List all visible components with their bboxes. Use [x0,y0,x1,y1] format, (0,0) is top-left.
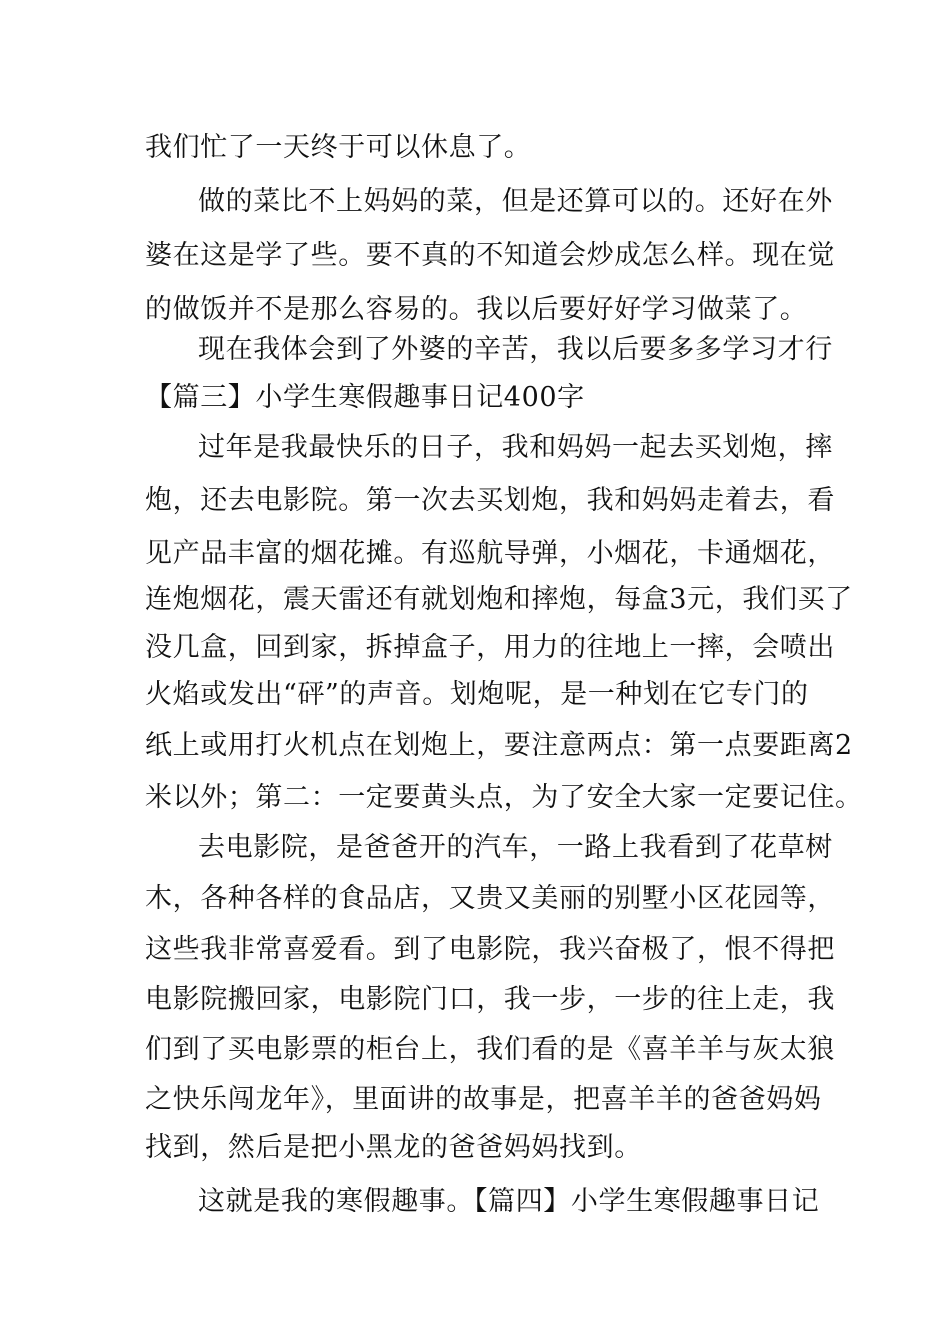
paragraph-start-line: 过年是我最快乐的日子，我和妈妈一起去买划炮，摔 [198,432,833,463]
text-line: 电影院搬回家，电影院门口，我一步，一步的往上走，我 [145,984,835,1015]
paragraph-start-line: 现在我体会到了外婆的辛苦，我以后要多多学习才行 [198,334,833,365]
text-line: 火焰或发出“砰”的声音。划炮呢，是一种划在它专门的 [145,679,809,710]
text-line: 们到了买电影票的柜台上，我们看的是《喜羊羊与灰太狼 [145,1034,835,1065]
text-line: 婆在这是学了些。要不真的不知道会炒成怎么样。现在觉 [145,240,835,271]
text-line: 见产品丰富的烟花摊。有巡航导弹，小烟花，卡通烟花， [145,538,835,569]
text-line: 纸上或用打火机点在划炮上，要注意两点：第一点要距离2 [145,730,853,761]
paragraph-start-line: 做的菜比不上妈妈的菜，但是还算可以的。还好在外 [198,186,833,217]
text-line: 我们忙了一天终于可以休息了。 [145,132,532,163]
text-line: 没几盒，回到家，拆掉盒子，用力的往地上一摔，会喷出 [145,632,835,663]
text-line: 米以外；第二：一定要黄头点，为了安全大家一定要记住。 [145,782,863,813]
text-line: 找到，然后是把小黑龙的爸爸妈妈找到。 [145,1132,642,1163]
text-line: 木，各种各样的食品店，又贵又美丽的别墅小区花园等， [145,883,835,914]
section-heading: 【篇三】小学生寒假趣事日记400字 [145,382,585,413]
text-line: 炮，还去电影院。第一次去买划炮，我和妈妈走着去，看 [145,485,835,516]
text-line: 之快乐闯龙年》，里面讲的故事是，把喜羊羊的爸爸妈妈 [145,1084,822,1115]
paragraph-start-line: 这就是我的寒假趣事。【篇四】小学生寒假趣事日记 [198,1186,820,1217]
text-line: 连炮烟花，震天雷还有就划炮和摔炮，每盒3元，我们买了 [145,584,853,615]
text-line: 这些我非常喜爱看。到了电影院，我兴奋极了，恨不得把 [145,934,835,965]
text-line: 的做饭并不是那么容易的。我以后要好好学习做菜了。 [145,294,808,325]
paragraph-start-line: 去电影院，是爸爸开的汽车，一路上我看到了花草树 [198,832,833,863]
